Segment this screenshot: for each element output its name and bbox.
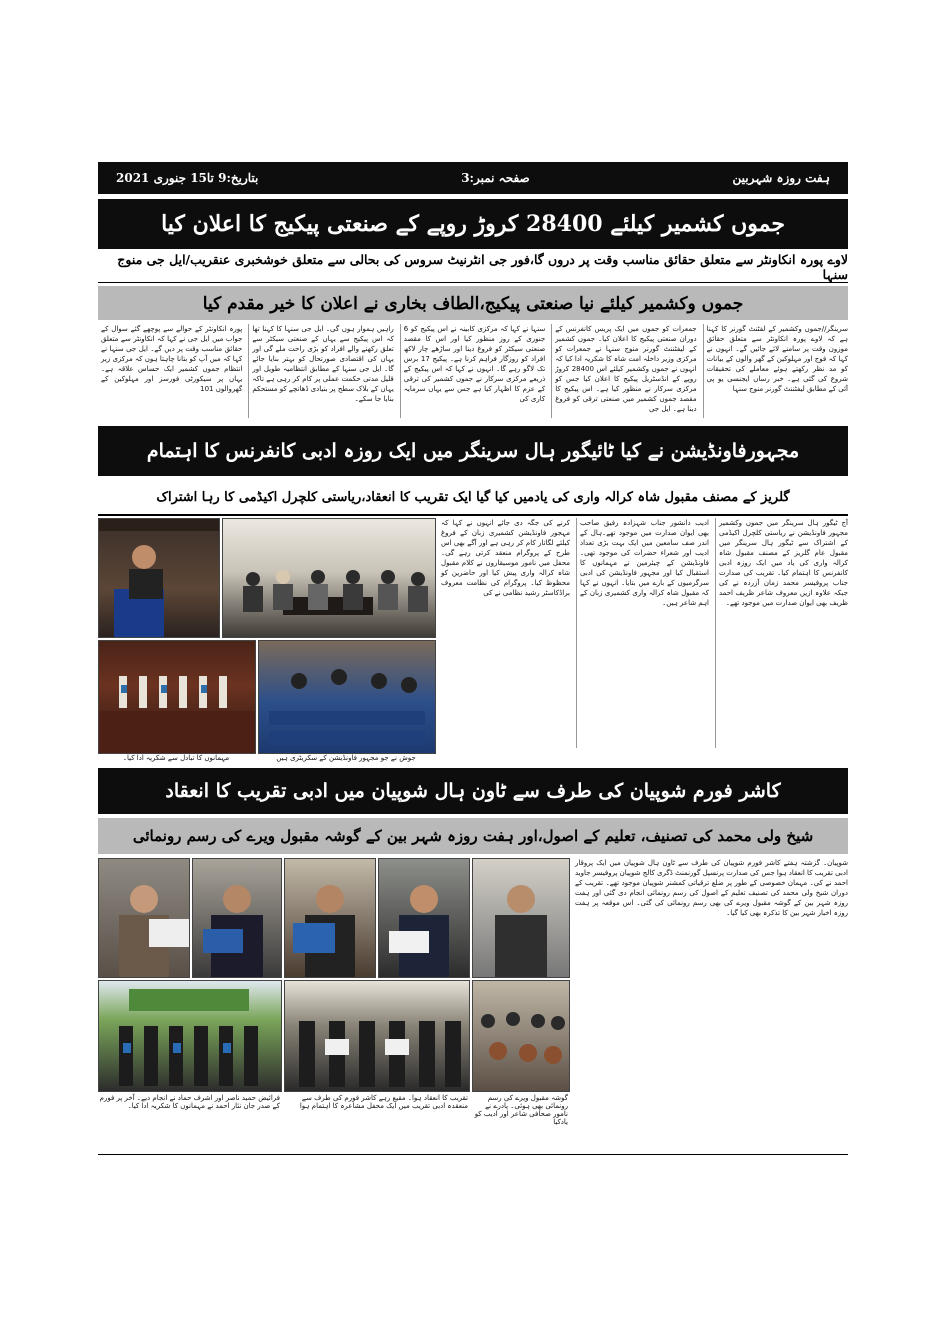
article-column: ادیب دانشور جناب شہزادہ رفیق صاحب بھی ایوان صدارت میں موجود تھے۔ہال کے اندر صف سامعین میں ایک بہت بڑی تعداد ادیب اور شعراء حضرات کی موجود تھی۔ فاونڈیشن کے چیئرمین نے مہمانوں کا استقبال کیا اور مجہور فاونڈیشن کی ادبی سرگرمیوں کے بارے میں بتایا۔ انہوں نے کہا کہ مقبول شاہ کرالہ واری کشمیری زبان کے اہم شاعر ہیں۔ [576, 518, 709, 748]
newspaper-page [98, 162, 848, 1162]
audience-rows-photo [258, 640, 436, 754]
article-column: جمعرات کو جموں میں ایک پریس کانفرنس کے دوران صنعتی پیکیج کا اعلان کیا۔ جموں کشمیر کے لیفٹننٹ گورنر منوج سنہا نے جمعرات کو مرکزی وزیر داخلہ امت شاہ کا شکریہ ادا کیا کہ انہوں نے جموں وکشمیر کیلئے اس 28400 کروڑ روپے کے انڈسٹریل پیکیج کا اعلان کیا جس کو مرکزی سرکار نے منظور کیا ہے۔ اس پیکیج کا مقصد جموں کشمیر میں صنعتی ترقی کو فروغ دینا ہے۔ ایل جی [551, 324, 696, 418]
story2-headline: مجہورفاونڈیشن نے کیا ٹائیگور ہال سرینگر میں ایک روزہ ادبی کانفرنس کا اہتمام [98, 426, 848, 476]
article-column: شوپیان۔ گزشتہ ہفتے کاشر فورم شوپیان کی طرف سے ٹاون ہال شوپیان میں ایک پروقار ادبی تقریب کا انعقاد ہوا جس کی صدارت پرنسپل گورنمنٹ ڈگری کالج شوپیان پروفیسر جاوید احمد نے کی۔ مہمان خصوصی کے طور پر ضلع ترقیاتی کمشنر شوپیان موجود تھے۔ تقریب کے دوران شیخ ولی محمد کی تصنیف تعلیم کے اصول کی رسم رونمائی انجام دی گئی اور ہفت روزہ شہر بین کے گوشہ مقبول ویرے کی بھی رسم رونمائی کی گئی۔ اس موقعہ پر ہفت روزہ اخبار شہر بین کا تذکرہ بھی کیا گیا۔ [575, 859, 848, 917]
reader-photo-3 [284, 858, 376, 978]
person-icon [285, 859, 375, 977]
stage-group-icon [99, 641, 255, 753]
seated-audience-icon [473, 981, 569, 1091]
paper-name: ہفت روزہ شہربین [732, 171, 830, 185]
photo-caption: فرائیض حمید ناصر اور اشرف حماد نے انجام دیے۔ آخر پر فورم کے صدر جان نثار احمد نے مہمانوں کا شکریہ ادا کیا۔ [99, 1094, 280, 1110]
group-release-photo-2 [284, 980, 470, 1092]
person-icon [473, 859, 569, 977]
book-release-stage-photo [98, 640, 256, 754]
story2-subhead: گلریز کے مصنف مقبول شاہ کرالہ واری کی یادمیں کیا گیا ایک تقریب کا انعقاد،ریاستی کلچرل اکیڈمی کا رہا اشتراک [98, 480, 848, 516]
issue-date: بتاریخ:9 تا15 جنوری 2021 [116, 171, 259, 185]
article-column: کرنے کی جگہ دی جائے انہوں نے کہا کہ مہجور فاونڈیشن کشمیری زبان کے فروغ کیلئے لگاتار کام کر رہی ہے اور آگے بھی اس طرح کے پروگرام منعقد کرتی رہے گی۔ محفل میں نامور موسیقاروں نے کلام مقبول شاہ کرالہ واری پیش کیا اور حاضرین کو محظوظ کیا۔ پروگرام کی نظامت معروف براڈکاسٹر رشید نظامی نے کی [441, 519, 570, 597]
speaker-silhouette-icon [99, 519, 219, 637]
group-holding-papers-icon [285, 981, 469, 1091]
story3-column [572, 858, 848, 1148]
photo-caption: گوشہ مقبول ویرے کی رسم رونمائی بھی ہوئی۔ پادرے نے نامور صحافی شاعر اور ادیب کو یادکیا [474, 1094, 568, 1126]
reader-photo-2 [192, 858, 282, 978]
page-number: صفحہ نمبر:3 [461, 171, 530, 185]
page-bottom-rule [98, 1154, 848, 1155]
story3-headline: کاشر فورم شوپیان کی طرف سے ٹاون ہال شوپیان میں ادبی تقریب کا انعقاد [98, 768, 848, 814]
audience-shopian-photo [472, 980, 570, 1092]
photo-caption: تقریب کا انعقاد ہوا۔ مقیع رہے کاشر فورم کی طرف سے منعقدہ ادبی تقریب میں ایک محفل مشاعرہ کا اہتمام ہوا [299, 1094, 468, 1110]
reader-photo-1 [98, 858, 190, 978]
photo-caption: مہمانوں کا تبادل سے شکریہ ادا کیا۔ [122, 754, 230, 762]
article-column: پورہ انکاونٹر کے حوالے سے پوچھے گئے سوال کے جواب میں ایل جی نے کہا کہ انکاونٹر سے متعلق حقائق مناسب وقت پر دیں گے۔ ایل جی سنہا نے کہا کہ میں آپ کو بتانا چاہتا ہوں کہ مرکزی زیر انتظام جموں کشمیر ایک حساس علاقہ ہے۔ یہاں پر سیکورٹی فورسز اور مہلوکین کے گھروالوں 101 [100, 325, 243, 393]
story3-grey-headline: شیخ ولی محمد کی تصنیف، تعلیم کے اصول،اور ہفت روزہ شہر بین کے گوشہ مقبول ویرے کی رسم رونمائی [98, 818, 848, 854]
story1-subhead: لاوے پورہ انکاونٹر سے متعلق حقائق مناسب وقت پر دروں گا،فور جی انٹرنیٹ سروس کی بحالی سے متعلق خوشخبری عنقریب/ایل جی منوج سنہا [98, 252, 848, 283]
person-icon [99, 859, 189, 977]
article-column: سنہا نے کہا کہ مرکزی کابینہ نے اس پیکیج کو 6 جنوری کے روز منظور کیا اور اس کا مقصد صنعتی سیکٹر کو فروغ دینا اور ساڑھے چار لاکھ افراد کو روزگار فراہم کرنا ہے۔ پیکیج 17 برس تک لاگو رہے گا۔ انہوں نے کہا کہ اس پیکیج کے ذریعے مرکزی سرکار نے جموں کشمیر کی ترقی کے عزم کا اظہار کیا ہے جس سے یہاں سرمایہ کاری کی [400, 324, 545, 418]
photo-caption: جوش نے جو مجہور فاونڈیشن کے سکریٹری ہیں [276, 754, 416, 762]
person-icon [379, 859, 469, 977]
audience-hall-photo [222, 518, 436, 638]
article-column: راہیں ہموار ہوں گی۔ ایل جی سنہا کا کہنا تھا کہ اس پیکیج سے یہاں کے صنعتی سیکٹر سے تعلق رکھنے والے افراد کو بڑی راحت ملے گی اور یہاں کی اقتصادی صورتحال کو بہتر بنایا جائے گا۔ ایل جی سنہا کے مطابق انتظامیہ طویل اور قلیل مدتی حکمت عملی پر کام کر رہی ہے تاکہ یہاں کے بلاک سطح پر بنیادی ڈھانچے کو مستحکم بنایا جا سکے۔ [248, 324, 393, 418]
reader-photo-4 [378, 858, 470, 978]
audience-seats-icon [259, 641, 435, 753]
page-header [98, 162, 848, 194]
story1-grey-headline: جموں وکشمیر کیلئے نیا صنعتی پیکیج،الطاف بخاری نے اعلان کا خیر مقدم کیا [98, 286, 848, 320]
story2-columns [438, 518, 848, 748]
article-column: سرینگر//جموں وکشمیر کے لفٹنٹ گورنر کا کہنا ہے کہ لاوے پورہ انکاونٹر سے متعلق حقائق موزون وقت پر سامنے لائے جائیں گے۔ انہوں نے کہا کہ فوج اور مہلوکین کے گھر والوں کے بیانات کو مد نظر رکھتے ہوئے معاملے کی تحقیقات شروع کی گئی ہے۔ خبر رساں ایجنسی یو پی آئی کے مطابق لیفٹننٹ گورنر منوج سنہا [703, 324, 848, 418]
article-column: آج ٹیگور ہال سرینگر میں جموں وکشمیر مجہور فاونڈیشن نے ریاستی کلچرل اکیڈمی کے اشتراک سے ٹیگور ہال سرینگر میں مقبول عام گلریز کے مصنف مقبول شاہ کرالہ واری کی یاد میں ایک روزہ ادبی کانفرنس کا اہتمام کیا۔ تقریب کی صدارت جناب پروفیسر محمد زمان آزردہ نے کی جبکہ علاوہ ازیں معروف شاعر ظریف احمد ظریف بھی ایوان صدارت میں موجود تھے۔ [715, 518, 848, 748]
speaker-at-podium-photo [98, 518, 220, 638]
story1-columns [98, 324, 848, 418]
group-release-photo-1 [98, 980, 282, 1092]
reader-photo-5 [472, 858, 570, 978]
story1-headline: جموں کشمیر کیلئے 28400 کروڑ روپے کے صنعتی پیکیج کا اعلان کیا [98, 199, 848, 249]
person-icon [193, 859, 281, 977]
group-holding-books-icon [99, 981, 281, 1091]
seated-guests-icon [223, 519, 435, 637]
